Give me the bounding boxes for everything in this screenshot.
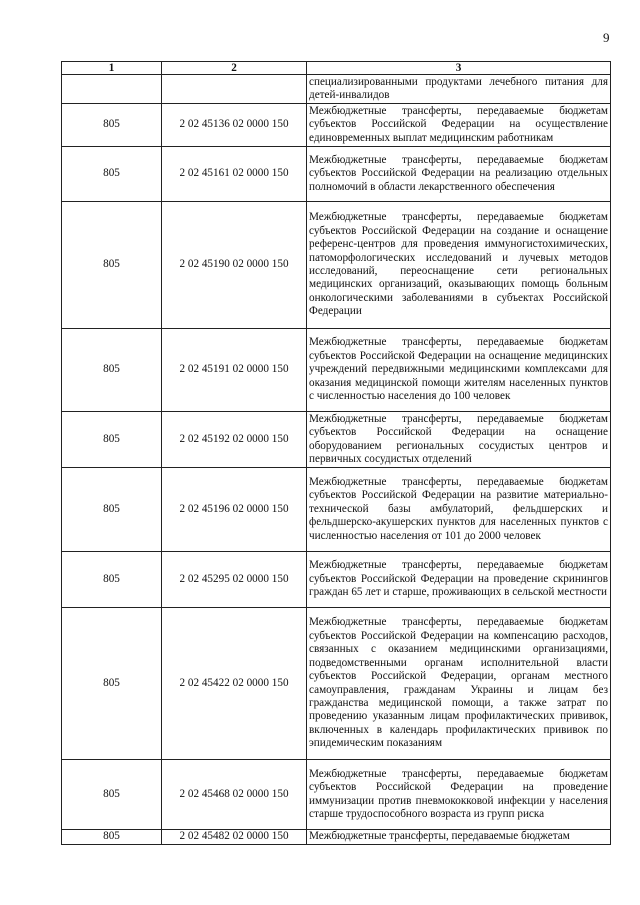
admin-code-cell: 805: [62, 329, 162, 412]
table-row: [62, 830, 611, 845]
budget-code-cell: 2 02 45161 02 0000 150: [162, 147, 307, 202]
admin-code-cell: 805: [62, 412, 162, 468]
table-row: [62, 329, 611, 412]
table-row: [62, 75, 611, 104]
admin-code-cell: 805: [62, 104, 162, 147]
budget-code-cell: 2 02 45190 02 0000 150: [162, 202, 307, 329]
budget-code-cell: 2 02 45196 02 0000 150: [162, 468, 307, 552]
admin-code-cell: 805: [62, 202, 162, 329]
table-row: [62, 608, 611, 760]
description-cell: Межбюджетные трансферты, передаваемые бюджетам субъектов Российской Федерации на проведение скринингов граждан 65 лет и старше, проживающих в сельской местности: [307, 552, 611, 608]
column-header: 1: [62, 62, 162, 75]
table-row: [62, 104, 611, 147]
budget-code-cell: 2 02 45192 02 0000 150: [162, 412, 307, 468]
table-row: [62, 468, 611, 552]
description-cell: Межбюджетные трансферты, передаваемые бюджетам субъектов Российской Федерации на проведение иммунизации против пневмококковой инфекции у населения старше трудоспособного возраста из групп риска: [307, 760, 611, 830]
budget-code-cell: 2 02 45482 02 0000 150: [162, 830, 307, 845]
table-row: [62, 412, 611, 468]
budget-table: [61, 61, 611, 845]
description-cell: Межбюджетные трансферты, передаваемые бюджетам субъектов Российской Федерации на оснащение медицинских учреждений передвижными медицинскими комплексами для оказания медицинской помощи жителям населенных пунктов с численностью населения до 100 человек: [307, 329, 611, 412]
budget-code-cell: 2 02 45468 02 0000 150: [162, 760, 307, 830]
table-row: [62, 552, 611, 608]
table-header-row: [62, 62, 611, 75]
column-header: 2: [162, 62, 307, 75]
budget-code-cell: 2 02 45191 02 0000 150: [162, 329, 307, 412]
description-cell: Межбюджетные трансферты, передаваемые бюджетам субъектов Российской Федерации на развитие материально-технической базы амбулаторий, фельдшерских и фельдшерско-акушерских пунктов для населенных пунктов с численностью населения от 101 до 2000 человек: [307, 468, 611, 552]
budget-code-cell: 2 02 45136 02 0000 150: [162, 104, 307, 147]
table-row: [62, 202, 611, 329]
description-cell: Межбюджетные трансферты, передаваемые бюджетам субъектов Российской Федерации на осуществление единовременных выплат медицинским работникам: [307, 104, 611, 147]
admin-code-cell: 805: [62, 608, 162, 760]
admin-code-cell: 805: [62, 830, 162, 845]
budget-code-cell: [162, 75, 307, 104]
admin-code-cell: 805: [62, 552, 162, 608]
admin-code-cell: 805: [62, 760, 162, 830]
admin-code-cell: 805: [62, 147, 162, 202]
description-cell: Межбюджетные трансферты, передаваемые бюджетам: [307, 830, 611, 845]
description-cell: Межбюджетные трансферты, передаваемые бюджетам субъектов Российской Федерации на оснащение оборудованием региональных сосудистых центров и первичных сосудистых отделений: [307, 412, 611, 468]
description-cell: Межбюджетные трансферты, передаваемые бюджетам субъектов Российской Федерации на компенсацию расходов, связанных с оказанием медицинскими организациями, подведомственными органам исполнительной власти субъектов Российской Федерации, органам местного самоуправления, гражданам Украины и лицам без гражданства медицинской помощи, а также затрат по проведению указанным лицам профилактических прививок, включенных в календарь профилактических прививок по эпидемическим показаниям: [307, 608, 611, 760]
description-cell: Межбюджетные трансферты, передаваемые бюджетам субъектов Российской Федерации на создание и оснащение референс-центров для проведения иммуногистохимических, патоморфологических исследований и лучевых методов исследований, переоснащение сети региональных медицинских организаций, оказывающих помощь больным онкологическими заболеваниями в субъектах Российской Федерации: [307, 202, 611, 329]
table-row: [62, 147, 611, 202]
budget-code-cell: 2 02 45422 02 0000 150: [162, 608, 307, 760]
column-header: 3: [307, 62, 611, 75]
admin-code-cell: 805: [62, 468, 162, 552]
budget-code-cell: 2 02 45295 02 0000 150: [162, 552, 307, 608]
admin-code-cell: [62, 75, 162, 104]
description-cell: Межбюджетные трансферты, передаваемые бюджетам субъектов Российской Федерации на реализацию отдельных полномочий в области лекарственного обеспечения: [307, 147, 611, 202]
description-cell: специализированными продуктами лечебного питания для детей-инвалидов: [307, 75, 611, 104]
table-row: [62, 760, 611, 830]
page-number: 9: [603, 30, 610, 45]
